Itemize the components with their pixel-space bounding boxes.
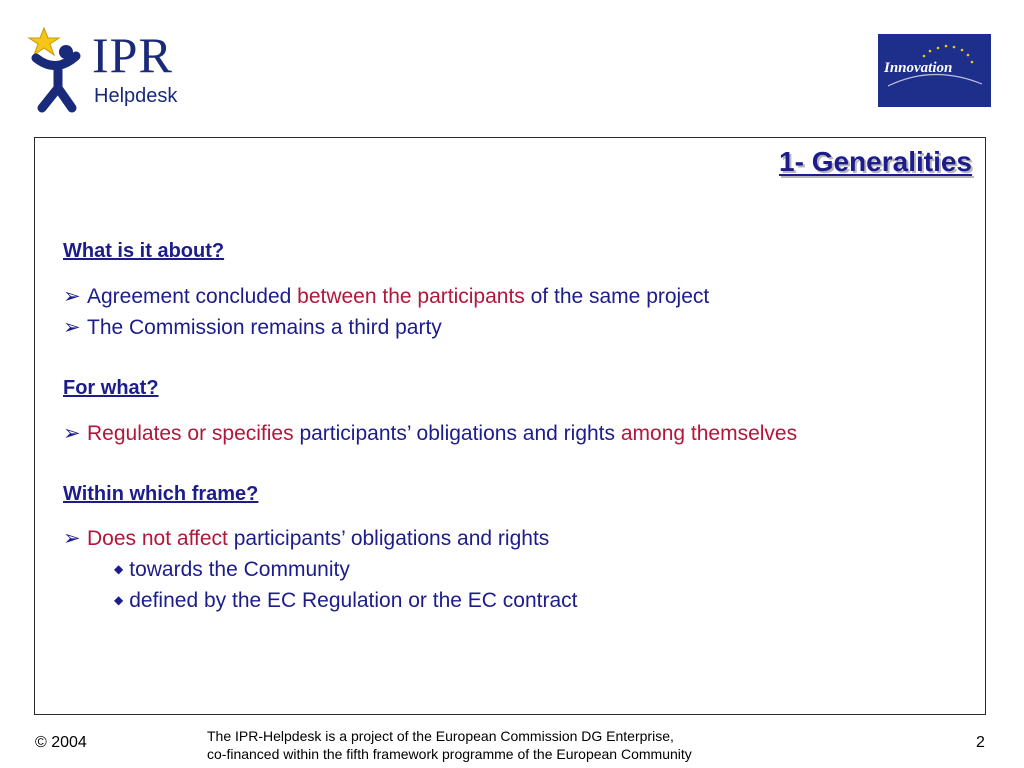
bullet-does-not-affect: ➢ Does not affect participants’ obligations and rights <box>63 527 550 550</box>
helpdesk-logo-text: Helpdesk <box>94 85 178 107</box>
arrow-bullet-icon: ➢ <box>63 285 81 308</box>
bullet-regulates: ➢ Regulates or specifies participants’ obligations and rights among themselves <box>63 422 798 445</box>
sub-bullet-regulation: ◆ defined by the EC Regulation or the EC contract <box>114 589 578 612</box>
innovation-logo-text: Innovation <box>884 60 953 76</box>
footer-note-line1: The IPR-Helpdesk is a project of the European Commission DG Enterprise, <box>207 728 674 744</box>
section-heading-for-what: For what? <box>63 377 159 399</box>
sub-bullet-community: ◆ towards the Community <box>114 558 350 581</box>
highlight-text: among themselves <box>620 422 798 445</box>
arrow-bullet-icon: ➢ <box>63 527 81 550</box>
footer-note-line2: co-financed within the fifth framework programme of the European Community <box>207 746 692 763</box>
arrow-bullet-icon: ➢ <box>63 316 81 339</box>
star-icon <box>29 28 59 55</box>
slide-title: 1- Generalities <box>779 146 972 177</box>
diamond-bullet-icon: ◆ <box>114 593 124 607</box>
highlight-text: Does not affect <box>87 527 228 550</box>
diamond-bullet-icon: ◆ <box>114 562 124 576</box>
highlight-text: between the participants <box>297 285 525 308</box>
ipr-helpdesk-logo <box>26 26 206 118</box>
footer-copyright: © 2004 <box>35 734 87 751</box>
arrow-bullet-icon: ➢ <box>63 422 81 445</box>
footer-note <box>207 727 692 763</box>
page-number: 2 <box>976 734 985 751</box>
ipr-logo-text: IPR <box>92 27 173 83</box>
ipr-figure-icon <box>26 26 96 116</box>
innovation-logo <box>878 34 991 107</box>
section-heading-frame: Within which frame? <box>63 483 259 505</box>
highlight-text: Regulates or specifies <box>87 422 294 445</box>
bullet-agreement: ➢ Agreement concluded between the participants of the same project <box>63 285 710 308</box>
section-heading-what: What is it about? <box>63 240 225 262</box>
bullet-commission: ➢ The Commission remains a third party <box>63 316 442 339</box>
